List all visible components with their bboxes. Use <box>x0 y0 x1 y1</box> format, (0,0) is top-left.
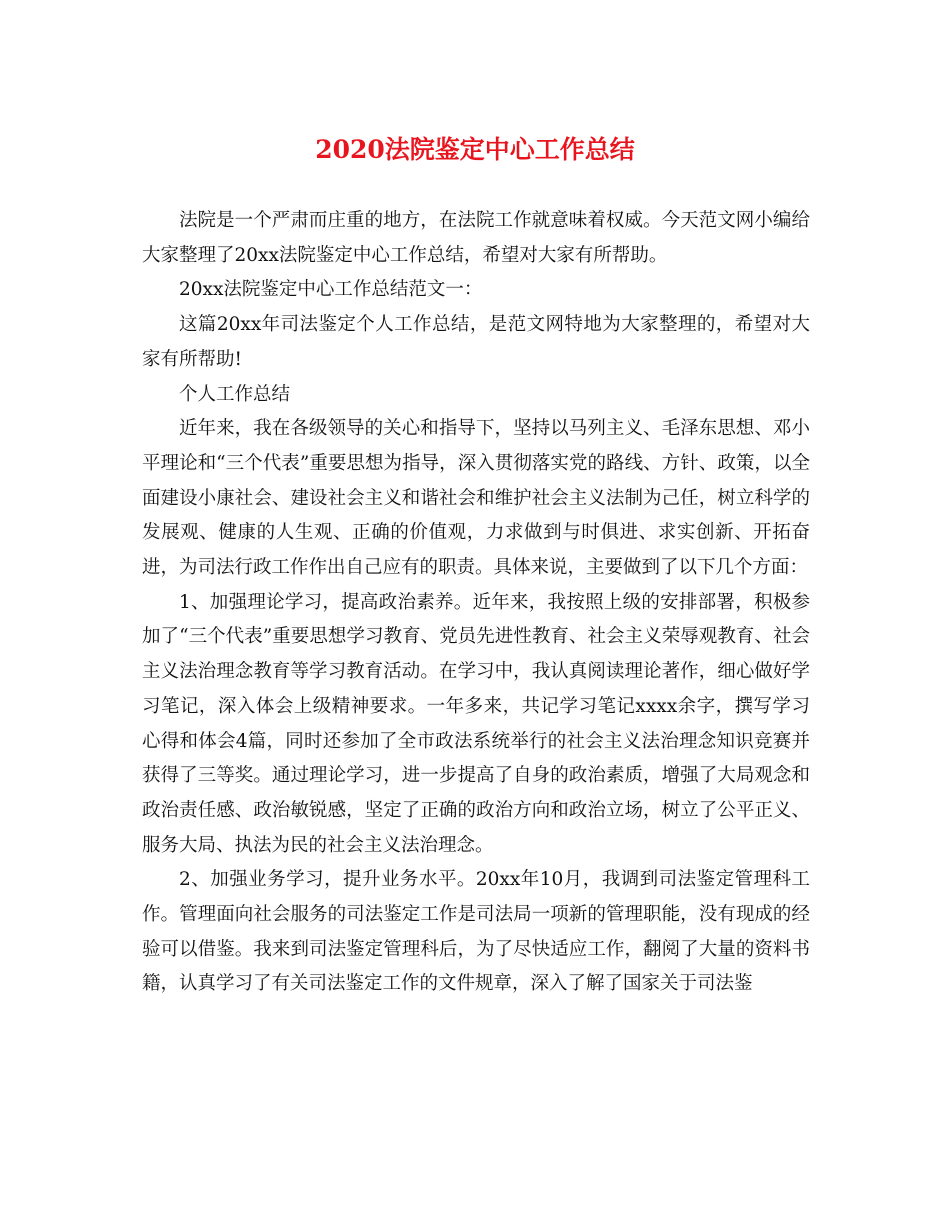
paragraph-sample-heading: 20xx法院鉴定中心工作总结范文一： <box>179 279 483 301</box>
paragraph-intro: 法院是一个严肃而庄重的地方，在法院工作就意味着权威。今天范文网小编给大家整理了20xx法院鉴定中心工作总结，希望对大家有所帮助。 <box>142 210 810 266</box>
paragraph-section-heading: 个人工作总结 <box>179 383 291 405</box>
document-title: 2020法院鉴定中心工作总结 <box>315 135 635 164</box>
document-body <box>142 204 810 1002</box>
paragraph-sample-intro: 这篇20xx年司法鉴定个人工作总结，是范文网特地为大家整理的，希望对大家有所帮助! <box>142 314 810 370</box>
paragraph-overview: 近年来，我在各级领导的关心和指导下，坚持以马列主义、毛泽东思想、邓小平理论和“三个代表”重要思想为指导，深入贯彻落实党的路线、方针、政策，以全面建设小康社会、建设社会主义和谐社会和维护社会主义法制为己任，树立科学的发展观、健康的人生观、正确的价值观，力求做到与时俱进、求实创新、开拓奋进，为司法行政工作作出自己应有的职责。具体来说，主要做到了以下几个方面： <box>142 418 810 579</box>
paragraph-point-2: 2、加强业务学习，提升业务水平。20xx年10月，我调到司法鉴定管理科工作。管理面向社会服务的司法鉴定工作是司法局一项新的管理职能，没有现成的经验可以借鉴。我来到司法鉴定管理科后，为了尽快适应工作，翻阅了大量的资料书籍，认真学习了有关司法鉴定工作的文件规章，深入了解了国家关于司法鉴 <box>142 869 810 995</box>
paragraph-point-1: 1、加强理论学习，提高政治素养。近年来，我按照上级的安排部署，积极参加了“三个代表”重要思想学习教育、党员先进性教育、社会主义荣辱观教育、社会主义法治理念教育等学习教育活动。在学习中，我认真阅读理论著作，细心做好学习笔记，深入体会上级精神要求。一年多来，共记学习笔记xxxx余字，撰写学习心得和体会4篇，同时还参加了全市政法系统举行的社会主义法治理念知识竞赛并获得了三等奖。通过理论学习，进一步提高了自身的政治素质，增强了大局观念和政治责任感、政治敏锐感，坚定了正确的政治方向和政治立场，树立了公平正义、服务大局、执法为民的社会主义法治理念。 <box>142 591 810 856</box>
